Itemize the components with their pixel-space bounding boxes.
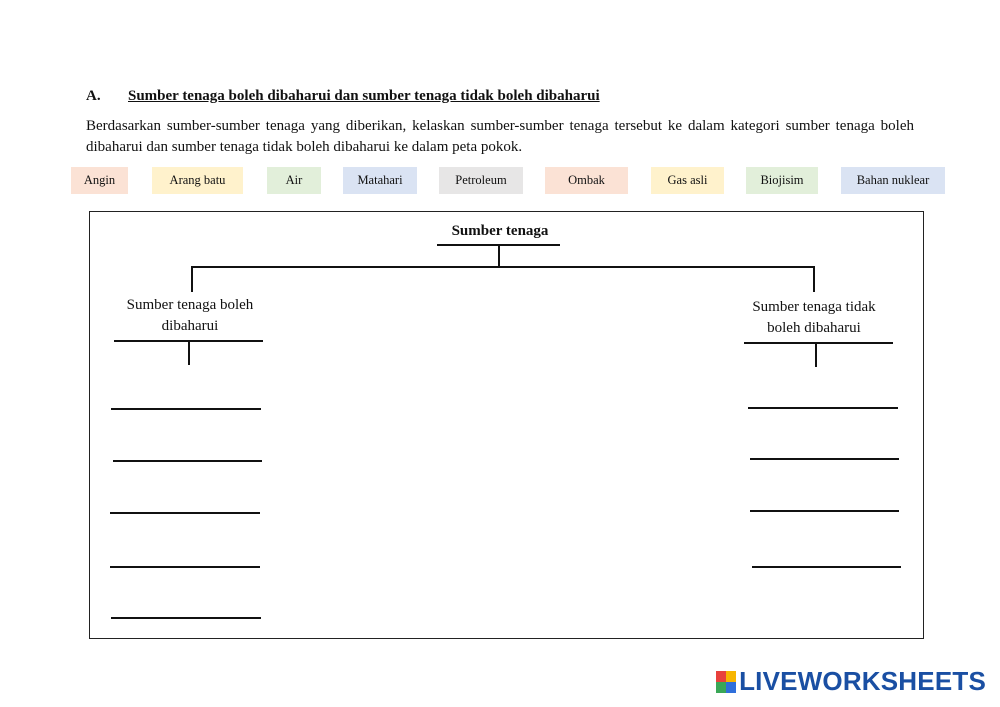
right-answer-slot-3[interactable] [750,510,899,512]
left-branch-stem [188,341,190,365]
left-answer-slot-3[interactable] [110,512,260,514]
right-answer-slot-4[interactable] [752,566,901,568]
chip-label: Gas asli [667,173,708,187]
logo-mark-icon [716,671,736,693]
right-branch-underline [744,342,893,344]
chip-label: Matahari [357,173,403,187]
question-title: Sumber tenaga boleh dibaharui dan sumber tenaga tidak boleh dibaharui [128,88,600,104]
chip-bahan-nuklear[interactable] [841,167,945,194]
left-answer-slot-2[interactable] [113,460,262,462]
instruction-text: Berdasarkan sumber-sumber tenaga yang diberikan, kelaskan sumber-sumber tenaga tersebut ke dalam kategori sumber tenaga boleh dibaharui dan sumber tenaga tidak boleh dibaharui ke dalam peta pokok. [86,118,914,155]
chip-biojisim[interactable] [746,167,818,194]
chip-label: Arang batu [169,173,226,187]
chip-label: Petroleum [455,173,507,187]
chip-label: Bahan nuklear [856,173,930,187]
tree-crossbar [191,266,815,268]
chip-petroleum[interactable] [439,167,523,194]
right-answer-slot-2[interactable] [750,458,899,460]
liveworksheets-logo [716,666,986,697]
chip-gas-asli[interactable] [651,167,724,194]
right-answer-slot-1[interactable] [748,407,898,409]
chip-label: Ombak [568,173,605,187]
right-branch-label: Sumber tenaga tidak boleh dibaharui [752,299,876,336]
left-answer-slot-4[interactable] [110,566,260,568]
chip-label: Angin [83,173,116,187]
chip-label: Air [285,173,303,187]
root-stem [498,245,500,267]
question-number: A. [86,88,101,104]
right-branch-stem [815,343,817,367]
chip-matahari[interactable] [343,167,417,194]
tree-root-label: Sumber tenaga [451,223,549,239]
left-branch-label: Sumber tenaga boleh dibaharui [126,297,254,334]
chip-ombak[interactable] [545,167,628,194]
chip-air[interactable] [267,167,321,194]
logo-wordmark: LIVEWORKSHEETS [739,666,986,696]
chip-label: Biojisim [760,173,804,187]
left-answer-slot-1[interactable] [111,408,261,410]
tree-map-frame [89,211,924,639]
right-drop-line [813,266,815,292]
chip-angin[interactable] [71,167,128,194]
left-answer-slot-5[interactable] [111,617,261,619]
left-drop-line [191,266,193,292]
chip-arang-batu[interactable] [152,167,243,194]
